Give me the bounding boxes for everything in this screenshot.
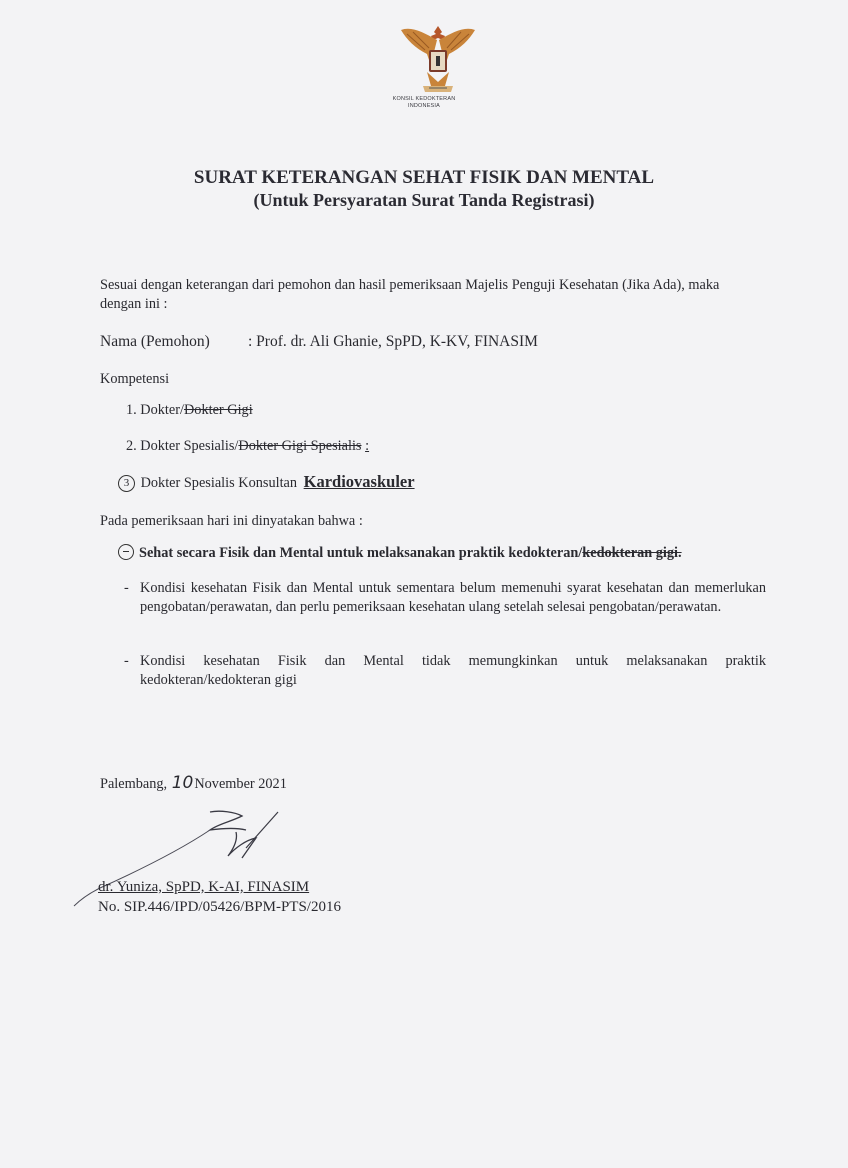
- item-2-struck: Dokter Gigi Spesialis: [238, 438, 362, 454]
- org-line-1: KONSIL KEDOKTERAN: [392, 96, 456, 102]
- org-line-2: INDONESIA: [407, 103, 441, 109]
- document-subtitle: (Untuk Persyaratan Surat Tanda Registrasi): [253, 190, 595, 210]
- option-2-text: Kondisi kesehatan Fisik dan Mental untuk sementara belum memenuhi syarat kesehatan dan memerlukan pengobatan/perawatan, dan perlu pemeriksaan kesehatan ulang setelah selesai pengobatan/perawatan.: [140, 580, 766, 615]
- option-healthy: [118, 544, 682, 563]
- option-3-dash: -: [124, 653, 129, 669]
- signer-name-text: dr. Yuniza, SpPD, K-AI, FINASIM: [98, 879, 310, 895]
- organization-name: [360, 96, 488, 110]
- item-1-prefix: 1. Dokter/: [126, 402, 184, 418]
- item-2-prefix: 2. Dokter Spesialis/: [126, 438, 239, 454]
- statement-intro: Pada pemeriksaan hari ini dinyatakan bahwa :: [100, 513, 363, 529]
- document-title: SURAT KETERANGAN SEHAT FISIK DAN MENTAL: [193, 167, 655, 188]
- competency-item-1: [126, 401, 253, 420]
- option-1-text: Sehat secara Fisik dan Mental untuk melaksanakan praktik kedokteran/: [139, 545, 583, 561]
- item-3-text: Dokter Spesialis Konsultan: [140, 475, 298, 491]
- competency-heading: Kompetensi: [100, 371, 170, 387]
- competency-item-2: [126, 437, 369, 456]
- item-1-struck: Dokter Gigi: [183, 402, 253, 418]
- option-2-dash: -: [124, 580, 129, 596]
- circled-dash-icon: [118, 544, 134, 560]
- option-1-struck: kedokteran gigi.: [582, 545, 682, 561]
- intro-paragraph: Sesuai dengan keterangan dari pemohon dan hasil pemeriksaan Majelis Penguji Kesehatan (Jika Ada), maka dengan ini :: [100, 277, 720, 312]
- garuda-emblem-icon: [393, 20, 483, 96]
- applicant-value: : Prof. dr. Ali Ghanie, SpPD, K-KV, FINASIM: [248, 333, 538, 350]
- item-2-suffix: :: [365, 438, 370, 454]
- item-3-circled-number: 3: [118, 475, 135, 492]
- date-place: Palembang,: [100, 776, 168, 792]
- option-not-yet-fit: [126, 579, 766, 617]
- applicant-row: [100, 332, 538, 351]
- competency-item-3: [118, 472, 415, 493]
- date-line: [100, 774, 287, 794]
- option-unfit: [126, 652, 766, 690]
- date-month-year: November 2021: [194, 776, 287, 792]
- date-day-handwritten: 10: [171, 773, 194, 793]
- applicant-label: Nama (Pemohon): [100, 333, 210, 350]
- option-3-text: Kondisi kesehatan Fisik dan Mental tidak memungkinkan untuk melaksanakan praktik kedokteran/kedokteran gigi: [140, 653, 766, 688]
- signer-sip-number: No. SIP.446/IPD/05426/BPM-PTS/2016: [98, 899, 341, 915]
- signer-name: [98, 878, 309, 897]
- item-3-specialty: Kardiovaskuler: [303, 472, 415, 491]
